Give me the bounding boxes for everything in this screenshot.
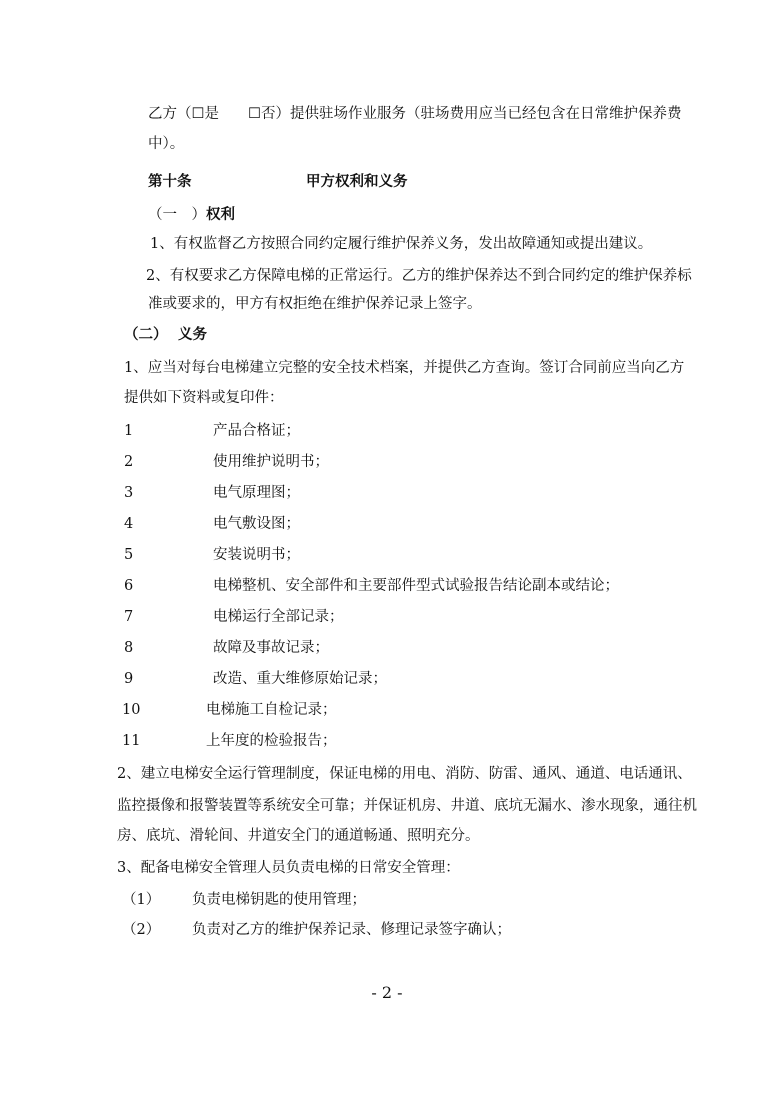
paragraph-onsite-service-line2: 中）。 (148, 136, 185, 152)
sub-item-text: 负责电梯钥匙的使用管理； (192, 892, 366, 908)
duties-item-1-line1: 1、应当对每台电梯建立完整的安全技术档案，并提供乙方查询。签订合同前应当向乙方 (124, 360, 685, 376)
list-item-text: 电气原理图； (213, 485, 300, 501)
rights-item-1: 1、有权监督乙方按照合同约定履行维护保养义务，发出故障通知或提出建议。 (150, 236, 653, 252)
duties-section-number: （二） (124, 326, 168, 343)
list-item-number: 2 (124, 454, 134, 470)
list-item-text: 改造、重大维修原始记录； (213, 671, 387, 687)
list-item-text: 电气敷设图； (213, 516, 300, 532)
rights-item-2-line1: 2、有权要求乙方保障电梯的正常运行。乙方的维护保养达不到合同约定的维护保养标 (146, 268, 692, 284)
sub-item-text: 负责对乙方的维护保养记录、修理记录签字确认； (192, 922, 511, 938)
list-item-number: 8 (124, 640, 134, 656)
duties-item-1-line2: 提供如下资料或复印件： (124, 390, 284, 406)
list-item-text: 电梯运行全部记录； (213, 609, 344, 625)
list-item-text: 电梯整机、安全部件和主要部件型式试验报告结论副本或结论； (213, 578, 619, 594)
list-item-number: 11 (122, 733, 141, 749)
list-item-text: 产品合格证； (213, 423, 300, 439)
page-number: - 2 - (371, 983, 403, 1002)
list-item-text: 故障及事故记录； (213, 640, 329, 656)
rights-item-2-line2: 准或要求的，甲方有权拒绝在维护保养记录上签字。 (148, 296, 482, 312)
list-item-number: 9 (124, 671, 134, 687)
list-item-text: 上年度的检验报告； (206, 733, 337, 749)
article-number: 第十条 (148, 173, 192, 190)
list-item-text: 安装说明书； (213, 547, 300, 563)
rights-section-number: （一 ） (148, 207, 206, 223)
paragraph-onsite-service-line1: 乙方（☐是 ☐否）提供驻场作业服务（驻场费用应当已经包含在日常维护保养费 (148, 106, 682, 122)
rights-section-title: 权利 (206, 206, 235, 223)
duties-item-2-line2: 监控摄像和报警装置等系统安全可靠；并保证机房、井道、底坑无漏水、渗水现象，通往机 (117, 798, 697, 814)
list-item-number: 10 (122, 702, 141, 718)
list-item-number: 4 (124, 516, 134, 532)
article-title: 甲方权利和义务 (306, 173, 408, 190)
list-item-text: 使用维护说明书； (213, 454, 329, 470)
list-item-number: 5 (124, 547, 134, 563)
sub-item-number: （2） (122, 922, 161, 938)
duties-section-title: 义务 (178, 326, 207, 343)
duties-item-3: 3、配备电梯安全管理人员负责电梯的日常安全管理： (117, 860, 460, 876)
duties-item-2-line3: 房、底坑、滑轮间、井道安全门的通道畅通、照明充分。 (117, 828, 480, 844)
duties-item-2-line1: 2、建立电梯安全运行管理制度，保证电梯的用电、消防、防雷、通风、通道、电话通讯、 (117, 766, 692, 782)
sub-item-number: （1） (122, 892, 161, 908)
list-item-number: 3 (124, 485, 134, 501)
list-item-number: 7 (124, 609, 134, 625)
list-item-number: 1 (124, 423, 134, 439)
list-item-text: 电梯施工自检记录； (206, 702, 337, 718)
list-item-number: 6 (124, 578, 134, 594)
